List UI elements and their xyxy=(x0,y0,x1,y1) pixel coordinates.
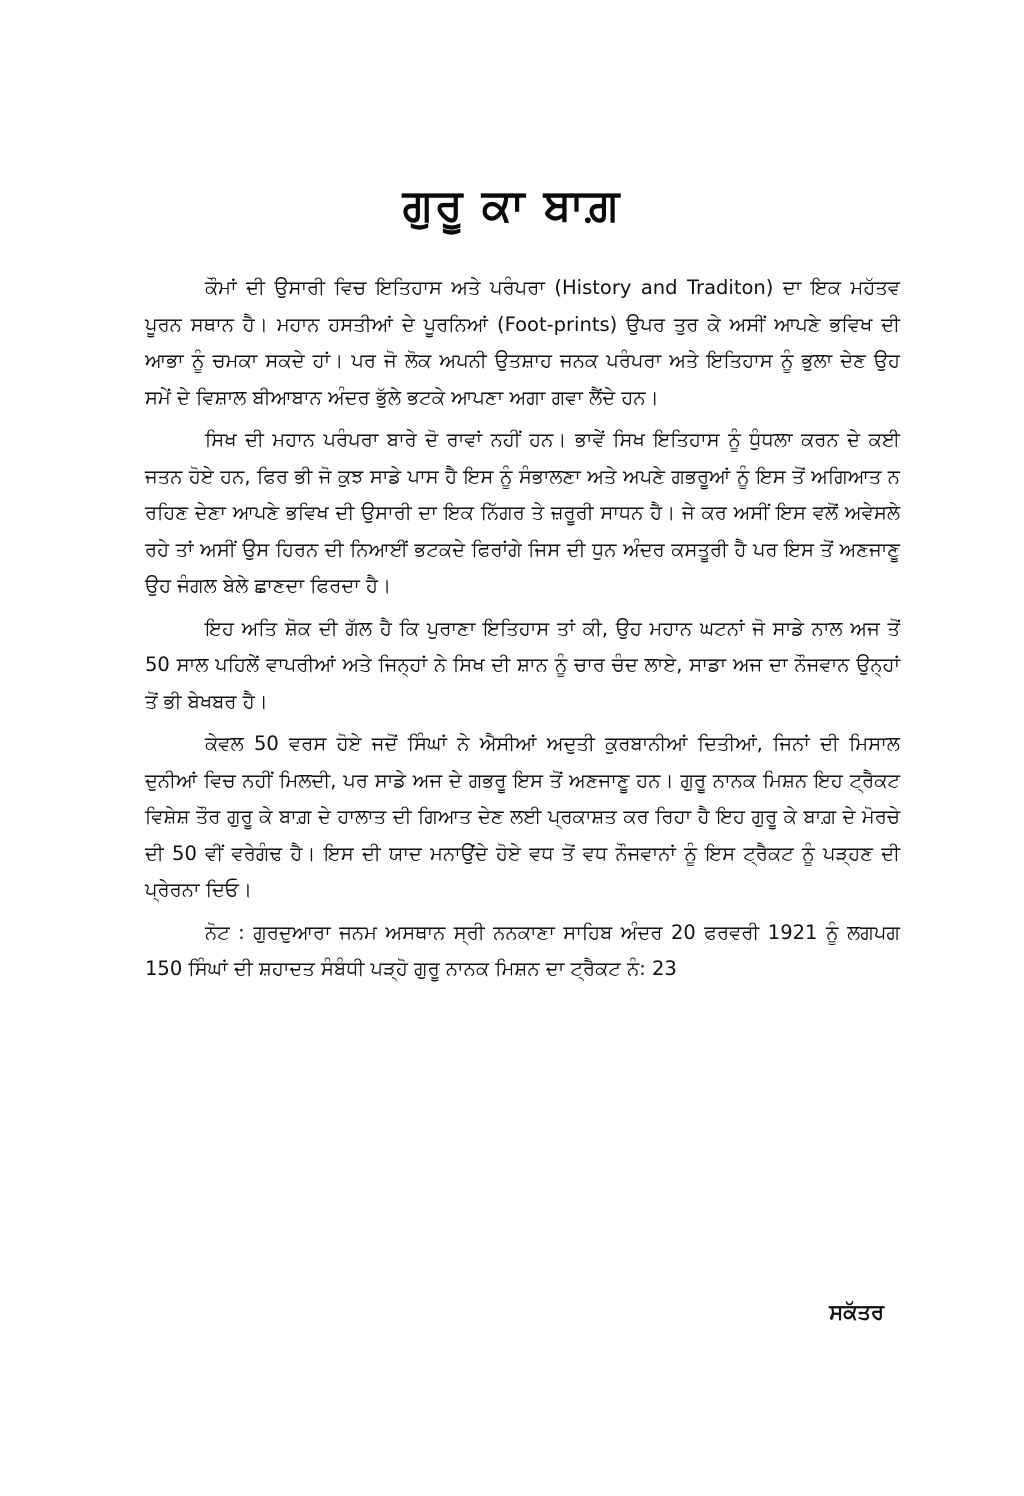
paragraph-3: ਇਹ ਅਤਿ ਸ਼ੋਕ ਦੀ ਗੱਲ ਹੈ ਕਿ ਪੁਰਾਣਾ ਇਤਿਹਾਸ ਤਾਂ ਕੀ, ਉਹ ਮਹਾਨ ਘਟਨਾਂ ਜੋ ਸਾਡੇ ਨਾਲ ਅਜ ਤੋਂ 50 ਸਾਲ ਪਹਿਲੇਂ ਵਾਪਰੀਆਂ ਅਤੇ ਜਿਨ੍ਹਾਂ ਨੇ ਸਿਖ ਦੀ ਸ਼ਾਨ ਨੂੰ ਚਾਰ ਚੰਦ ਲਾਏ, ਸਾਡਾ ਅਜ ਦਾ ਨੌਜਵਾਨ ਉਨ੍ਹਾਂ ਤੋਂ ਭੀ ਬੇਖਬਰ ਹੈ। xyxy=(145,616,900,713)
signature-secretary: ਸਕੱਤਰ xyxy=(829,1300,884,1324)
paragraph-4: ਕੇਵਲ 50 ਵਰਸ ਹੋਏ ਜਦੋਂ ਸਿੰਘਾਂ ਨੇ ਐਸੀਆਂ ਅਦੁਤੀ ਕੁਰਬਾਨੀਆਂ ਦਿਤੀਆਂ, ਜਿਨਾਂ ਦੀ ਮਿਸਾਲ ਦੁਨੀਆਂ ਵਿਚ ਨਹੀਂ ਮਿਲਦੀ, ਪਰ ਸਾਡੇ ਅਜ ਦੇ ਗਭਰੂ ਇਸ ਤੋਂ ਅਣਜਾਣੂ ਹਨ। ਗੁਰੂ ਨਾਨਕ ਮਿਸ਼ਨ ਇਹ ਟ੍ਰੈਕਟ ਵਿਸ਼ੇਸ਼ ਤੌਰ ਗੁਰੂ ਕੇ ਬਾਗ਼ ਦੇ ਹਾਲਾਤ ਦੀ ਗਿਆਤ ਦੇਣ ਲਈ ਪ੍ਰਕਾਸ਼ਤ ਕਰ ਰਿਹਾ ਹੈ ਇਹ ਗੁਰੂ ਕੇ ਬਾਗ਼ ਦੇ ਮੋਰਚੇ ਦੀ 50 ਵੀਂ ਵਰੇਗੰਢ ਹੈ। ਇਸ ਦੀ ਯਾਦ ਮਨਾਉਂਦੇ ਹੋਏ ਵਧ ਤੋਂ ਵਧ ਨੌਜਵਾਨਾਂ ਨੂੰ ਇਸ ਟ੍ਰੈਕਟ ਨੂੰ ਪੜ੍ਹਣ ਦੀ ਪ੍ਰੇਰਨਾ ਦਿਓ। xyxy=(145,732,900,901)
page-title: ਗੁਰੂ ਕਾ ਬਾਗ਼ xyxy=(402,180,622,231)
body-text xyxy=(145,270,900,994)
paragraph-1: ਕੌਮਾਂ ਦੀ ਉਸਾਰੀ ਵਿਚ ਇਤਿਹਾਸ ਅਤੇ ਪਰੰਪਰਾ (History and Traditon) ਦਾ ਇਕ ਮਹੱਤਵ ਪੂਰਨ ਸਥਾਨ ਹੈ। ਮਹਾਨ ਹਸਤੀਆਂ ਦੇ ਪੂਰਨਿਆਂ (Foot-prints) ਉਪਰ ਤੁਰ ਕੇ ਅਸੀਂ ਆਪਣੇ ਭਵਿਖ ਦੀ ਆਭਾ ਨੂੰ ਚਮਕਾ ਸਕਦੇ ਹਾਂ। ਪਰ ਜੋ ਲੋਕ ਅਪਨੀ ਉਤਸ਼ਾਹ ਜਨਕ ਪਰੰਪਰਾ ਅਤੇ ਇਤਿਹਾਸ ਨੂੰ ਭੁਲਾ ਦੇਣ ਉਹ ਸਮੇਂ ਦੇ ਵਿਸ਼ਾਲ ਬੀਆਬਾਨ ਅੰਦਰ ਭੁੱਲੇ ਭਟਕੇ ਆਪਣਾ ਅਗਾ ਗਵਾ ਲੈਂਦੇ ਹਨ। xyxy=(145,276,900,409)
paragraph-2: ਸਿਖ ਦੀ ਮਹਾਨ ਪਰੰਪਰਾ ਬਾਰੇ ਦੋ ਰਾਵਾਂ ਨਹੀਂ ਹਨ। ਭਾਵੇਂ ਸਿਖ ਇਤਿਹਾਸ ਨੂੰ ਧੁੰਧਲਾ ਕਰਨ ਦੇ ਕਈ ਜਤਨ ਹੋਏ ਹਨ, ਫਿਰ ਭੀ ਜੋ ਕੁਝ ਸਾਡੇ ਪਾਸ ਹੈ ਇਸ ਨੂੰ ਸੰਭਾਲਣਾ ਅਤੇ ਅਪਣੇ ਗਭਰੂਆਂ ਨੂੰ ਇਸ ਤੋਂ ਅਗਿਆਤ ਨ ਰਹਿਣ ਦੇਣਾ ਆਪਣੇ ਭਵਿਖ ਦੀ ਉਸਾਰੀ ਦਾ ਇਕ ਨਿੱਗਰ ਤੇ ਜ਼ਰੂਰੀ ਸਾਧਨ ਹੈ। ਜੇ ਕਰ ਅਸੀਂ ਇਸ ਵਲੋਂ ਅਵੇਸਲੇ ਰਹੇ ਤਾਂ ਅਸੀਂ ਉਸ ਹਿਰਨ ਦੀ ਨਿਆਈਂ ਭਟਕਦੇ ਫਿਰਾਂਗੇ ਜਿਸ ਦੀ ਧੁਨ ਅੰਦਰ ਕਸਤੂਰੀ ਹੈ ਪਰ ਇਸ ਤੋਂ ਅਣਜਾਣੂ ਉਹ ਜੰਗਲ ਬੇਲੇ ਛਾਣਦਾ ਫਿਰਦਾ ਹੈ। xyxy=(145,428,900,597)
paragraph-note: ਨੋਟ : ਗੁਰਦੁਆਰਾ ਜਨਮ ਅਸਥਾਨ ਸ੍ਰੀ ਨਨਕਾਣਾ ਸਾਹਿਬ ਅੰਦਰ 20 ਫਰਵਰੀ 1921 ਨੂੰ ਲਗਪਗ 150 ਸਿੰਘਾਂ ਦੀ ਸ਼ਹਾਦਤ ਸੰਬੰਧੀ ਪੜ੍ਹੋ ਗੁਰੂ ਨਾਨਕ ਮਿਸ਼ਨ ਦਾ ਟ੍ਰੈਕਟ ਨੰ: 23 xyxy=(145,920,900,980)
